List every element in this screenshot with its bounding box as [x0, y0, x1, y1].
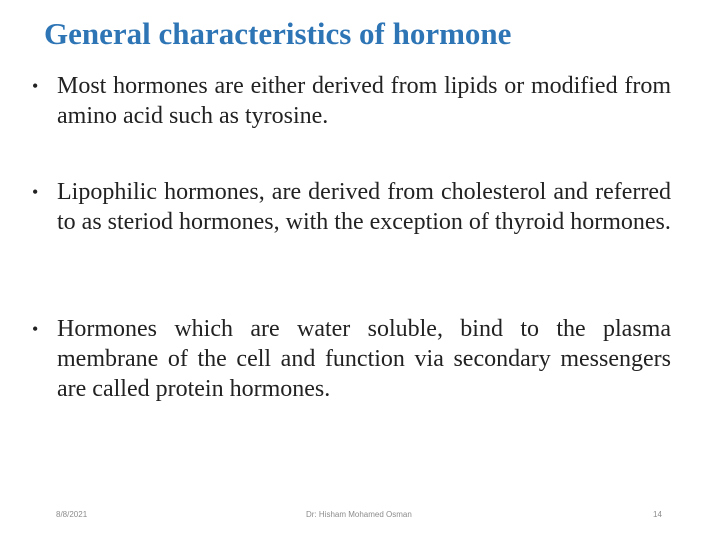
bullet-icon: • [32, 319, 39, 339]
bullet-text: Lipophilic hormones, are derived from cholesterol and referred to as steriod hormones, with the exception of thyroid hormones. [57, 179, 671, 235]
footer-page-number: 14 [653, 510, 662, 519]
bullet-text: Most hormones are either derived from lipids or modified from amino acid such as tyrosine. [57, 73, 671, 129]
bullet-icon: • [32, 76, 39, 96]
bullet-item [32, 314, 671, 404]
footer-author: Dr: Hisham Mohamed Osman [306, 510, 412, 519]
bullet-text: Hormones which are water soluble, bind to the plasma membrane of the cell and function via secondary messengers are called protein hormones. [57, 316, 671, 402]
bullet-item [32, 177, 671, 237]
slide-title: General characteristics of hormone [44, 16, 512, 51]
bullet-item [32, 71, 671, 131]
bullet-icon: • [32, 182, 39, 202]
footer-date: 8/8/2021 [56, 510, 88, 519]
